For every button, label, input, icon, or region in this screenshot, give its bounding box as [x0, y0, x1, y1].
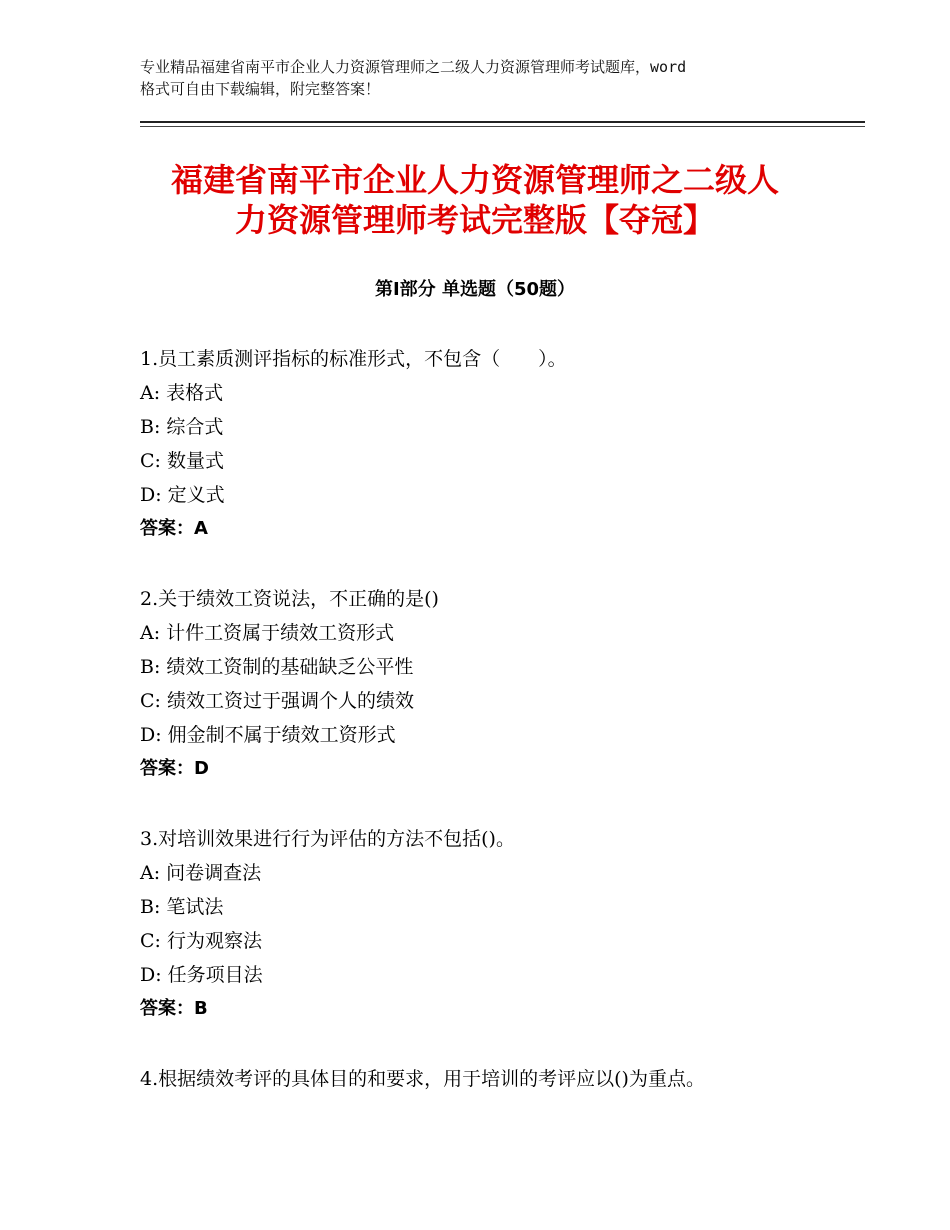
answer-line: 答案：A [140, 518, 208, 539]
header-note-line: 专业精品福建省南平市企业人力资源管理师之二级人力资源管理师考试题库，word [140, 58, 687, 76]
option-c: C: 行为观察法 [140, 930, 262, 952]
header-note-line: 格式可自由下载编辑，附完整答案！ [140, 80, 381, 98]
question-list [140, 342, 840, 1132]
header-note [140, 56, 840, 100]
question-stem: 2.关于绩效工资说法，不正确的是() [140, 588, 439, 610]
header-divider [140, 121, 865, 123]
option-a: A: 计件工资属于绩效工资形式 [140, 622, 395, 644]
question-item [140, 342, 840, 546]
section-heading: 第Ⅰ部分 单选题（50题） [374, 279, 575, 300]
option-d: D: 佣金制不属于绩效工资形式 [140, 724, 396, 746]
title-line: 力资源管理师考试完整版【夺冠】 [234, 201, 715, 239]
option-d: D: 任务项目法 [140, 964, 263, 986]
option-b: B: 绩效工资制的基础缺乏公平性 [140, 656, 414, 678]
answer-line: 答案：B [140, 998, 208, 1019]
option-b: B: 综合式 [140, 416, 224, 438]
question-item [140, 582, 840, 786]
question-stem: 1.员工素质测评指标的标准形式，不包含（ ）。 [140, 348, 567, 370]
answer-line: 答案：D [140, 758, 209, 779]
option-d: D: 定义式 [140, 484, 225, 506]
option-a: A: 问卷调查法 [140, 862, 262, 884]
document-title [100, 160, 850, 240]
header-divider-thin [140, 126, 865, 127]
question-item [140, 822, 840, 1026]
option-a: A: 表格式 [140, 382, 224, 404]
question-item [140, 1062, 840, 1096]
question-stem: 3.对培训效果进行行为评估的方法不包括()。 [140, 828, 515, 850]
question-stem: 4.根据绩效考评的具体目的和要求，用于培训的考评应以()为重点。 [140, 1068, 705, 1090]
option-b: B: 笔试法 [140, 896, 224, 918]
title-line: 福建省南平市企业人力资源管理师之二级人 [170, 161, 779, 199]
option-c: C: 绩效工资过于强调个人的绩效 [140, 690, 414, 712]
option-c: C: 数量式 [140, 450, 224, 472]
